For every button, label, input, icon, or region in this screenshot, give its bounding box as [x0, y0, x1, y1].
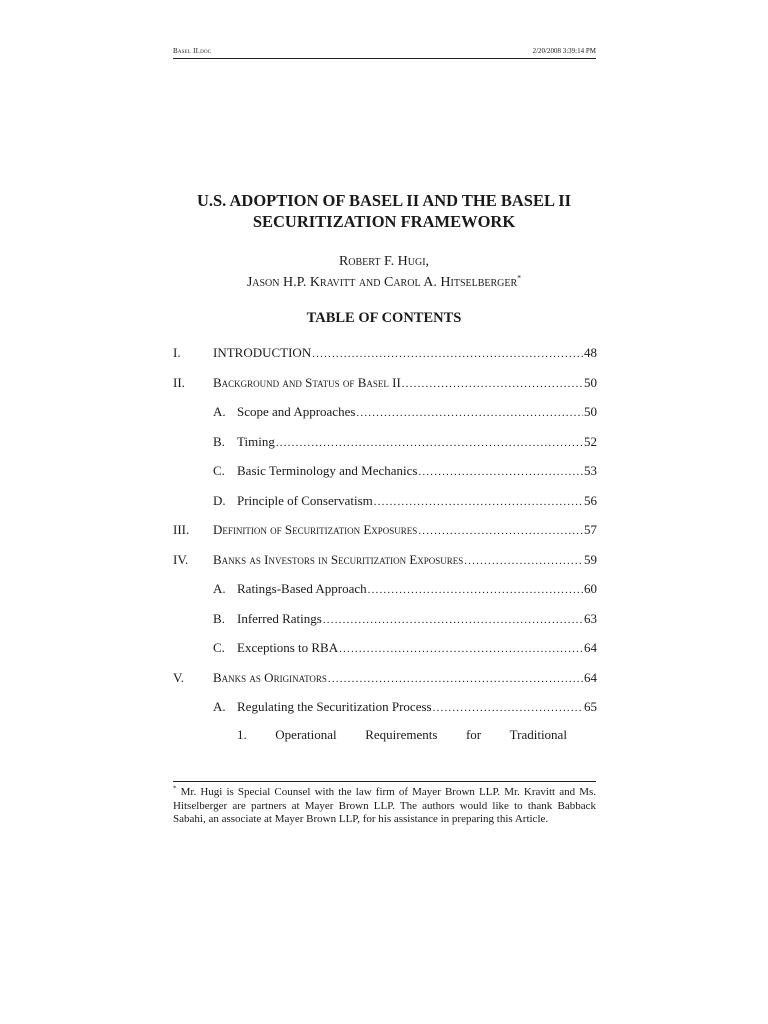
- toc-entry-body: [213, 670, 597, 687]
- toc-entry-letter: C.: [213, 640, 225, 655]
- toc-entry-letter: B.: [213, 610, 225, 626]
- author-line-2-text: Jason H.P. Kravitt and Carol A. Hitselberger: [246, 275, 518, 290]
- toc-leader-dots: [402, 376, 583, 392]
- toc-entry-letter: C.: [213, 463, 225, 478]
- author-block: [120, 251, 648, 293]
- toc-entry: [0, 375, 768, 391]
- toc-entry-page-number: 52: [584, 433, 597, 449]
- toc-entry-letter: D.: [213, 492, 226, 508]
- toc-entry-continued: [237, 727, 567, 743]
- footnote-text: Mr. Hugi is Special Counsel with the law firm of Mayer Brown LLP. Mr. Kravitt and Ms. Hitselberger are partners at Mayer Brown LLP. The authors would like to thank Babback Sabahi, an associate at Mayer Brown LLP, for his assistance in preparing this Article.: [173, 786, 597, 825]
- toc-entry-body: [213, 345, 597, 362]
- toc-leader-dots: [368, 582, 583, 598]
- toc-entry-page-number: 48: [584, 345, 597, 360]
- author-footnote-mark: *: [517, 273, 522, 283]
- toc-leader-dots: [464, 553, 583, 569]
- toc-subentry-word-4: Traditional: [509, 727, 567, 742]
- toc-entry: [0, 611, 768, 627]
- toc-entry-letter: A.: [213, 404, 226, 419]
- toc-leader-dots: [356, 405, 583, 421]
- toc-entry-page-number: 65: [584, 699, 597, 714]
- toc-entry-page-number: 56: [584, 492, 597, 508]
- toc-entry-label: Scope and Approaches: [237, 404, 356, 419]
- toc-entry-body: [213, 581, 597, 598]
- toc-entry: [0, 522, 768, 538]
- toc-entry-body: [213, 552, 597, 569]
- toc-leader-dots: [339, 641, 583, 657]
- toc-entry: [0, 552, 768, 568]
- toc-subentry-number: 1.: [237, 727, 247, 742]
- toc-entry-letter: A.: [213, 699, 226, 714]
- toc-entry-page-number: 64: [584, 640, 597, 655]
- toc-leader-dots: [418, 464, 583, 480]
- toc-entry-page-number: 60: [584, 581, 597, 596]
- toc-entry-page-number: 63: [584, 610, 597, 626]
- toc-subentry-word-2: Requirements: [365, 727, 438, 742]
- toc-leader-dots: [323, 612, 583, 628]
- toc-entry-numeral: IV.: [173, 551, 189, 567]
- toc-entry-label: Basic Terminology and Mechanics: [237, 463, 418, 478]
- footnote: [173, 786, 596, 827]
- toc-entry: [0, 404, 768, 420]
- toc-leader-dots: [328, 671, 583, 687]
- article-title-line-2: SECURITIZATION FRAMEWORK: [252, 212, 516, 231]
- toc-entry-page-number: 53: [584, 463, 597, 478]
- toc-entry-body: [213, 463, 597, 480]
- toc-entry-label: Principle of Conservatism: [237, 492, 373, 508]
- header-timestamp: 2/20/2008 3:39:14 PM: [532, 47, 596, 55]
- toc-entry-label: Ratings-Based Approach: [237, 581, 367, 596]
- toc-entry-page-number: 50: [584, 374, 597, 390]
- article-title: [120, 190, 648, 232]
- header-filename: Basel II.doc: [173, 47, 212, 55]
- toc-entry: [0, 463, 768, 479]
- toc-subentry-word-1: Operational: [275, 727, 337, 742]
- toc-entry-numeral: II.: [173, 374, 185, 390]
- toc-entry: [0, 640, 768, 656]
- toc-entry-label: INTRODUCTION: [213, 345, 312, 360]
- toc-entry-body: [213, 640, 597, 657]
- toc-entry-body: [213, 493, 597, 510]
- toc-subentry-word-3: for: [465, 727, 482, 742]
- toc-entry-numeral: III.: [173, 522, 190, 537]
- toc-entry-numeral: V.: [173, 669, 184, 685]
- toc-entry-label: Banks as Originators: [213, 669, 327, 685]
- toc-entry-body: [213, 434, 597, 451]
- toc-leader-dots: [276, 435, 583, 451]
- toc-heading: TABLE OF CONTENTS: [306, 310, 462, 326]
- toc-entry: [0, 434, 768, 450]
- footnote-mark: *: [173, 784, 177, 793]
- toc-entry: [0, 670, 768, 686]
- toc-entry-label: Inferred Ratings: [237, 610, 322, 626]
- toc-leader-dots: [312, 346, 583, 362]
- toc-entry-label: Exceptions to RBA: [237, 640, 339, 655]
- toc-entry-body: [213, 375, 597, 392]
- toc-entry: [0, 581, 768, 597]
- toc-entry-page-number: 59: [584, 551, 597, 567]
- toc-entry-letter: A.: [213, 581, 226, 596]
- toc-entry-label: Regulating the Securitization Process: [237, 699, 432, 714]
- toc-entry-body: [213, 522, 597, 539]
- toc-entry: [0, 699, 768, 715]
- toc-entry: [0, 493, 768, 509]
- author-line-2: [120, 272, 648, 293]
- toc-entry-page-number: 50: [584, 404, 597, 419]
- toc-leader-dots: [433, 700, 583, 716]
- toc-entry-label: Timing: [237, 433, 275, 449]
- toc-entry-numeral: I.: [173, 345, 181, 360]
- toc-entry-body: [213, 611, 597, 628]
- toc-entry-page-number: 57: [584, 522, 597, 537]
- author-line-1: Robert F. Hugi,: [338, 254, 430, 269]
- running-header: [173, 46, 596, 59]
- toc-entry-body: [213, 404, 597, 421]
- toc-entry: [0, 345, 768, 361]
- toc-entry-label: Banks as Investors in Securitization Exposures: [213, 551, 464, 567]
- toc-entry-body: [213, 699, 597, 716]
- toc-entry-label: Definition of Securitization Exposures: [213, 522, 418, 537]
- toc-leader-dots: [374, 494, 583, 510]
- toc-entry-page-number: 64: [584, 669, 597, 685]
- toc-leader-dots: [418, 523, 583, 539]
- footnote-divider: [173, 781, 596, 782]
- article-title-line-1: U.S. ADOPTION OF BASEL II AND THE BASEL II: [196, 191, 572, 210]
- toc-entry-label: Background and Status of Basel II: [213, 374, 401, 390]
- toc-entry-letter: B.: [213, 433, 225, 449]
